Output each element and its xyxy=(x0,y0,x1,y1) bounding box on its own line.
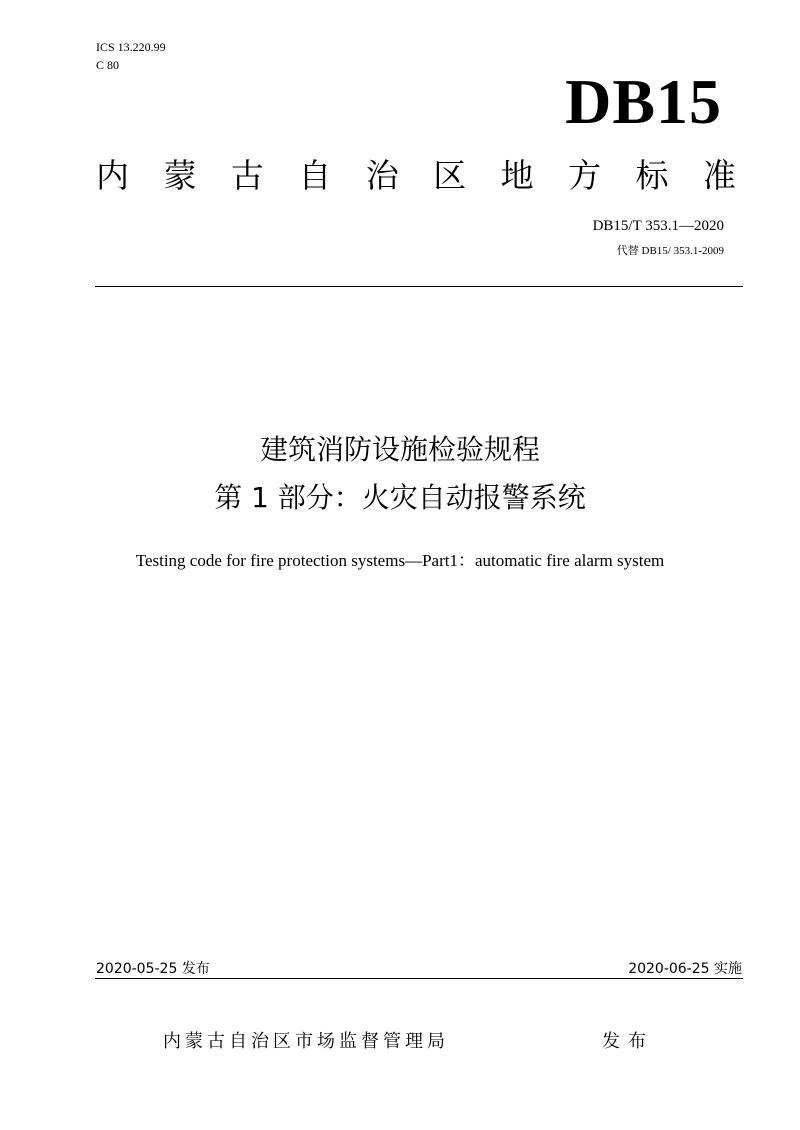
standard-type-char: 蒙 xyxy=(163,156,197,195)
standard-type-char: 自 xyxy=(298,156,332,195)
standard-type-char: 区 xyxy=(433,156,467,195)
document-title: 建筑消防设施检验规程 xyxy=(259,433,540,466)
publisher: 内蒙古自治区市场监督管理局 xyxy=(163,1031,449,1052)
standard-mark: DB15 xyxy=(565,66,722,137)
replaces-note: 代替 DB15/ 353.1-2009 xyxy=(616,245,724,257)
header-divider xyxy=(95,286,743,287)
ccs-code: C 80 xyxy=(96,58,120,72)
standard-type-char: 准 xyxy=(702,156,736,195)
standard-type-char: 方 xyxy=(568,156,602,195)
standard-type-char: 标 xyxy=(635,156,669,195)
document-subtitle: 第 1 部分：火灾自动报警系统 xyxy=(214,481,586,514)
english-title: Testing code for fire protection systems—Part1：automatic fire alarm system xyxy=(135,551,665,570)
ics-code: ICS 13.220.99 xyxy=(96,40,166,54)
standard-type-char: 内 xyxy=(96,156,129,195)
standard-type-title xyxy=(96,156,736,196)
standard-type-char: 治 xyxy=(365,156,399,195)
standard-type-char: 古 xyxy=(230,156,264,195)
publish-label: 发布 xyxy=(602,1031,654,1052)
standard-number: DB15/T 353.1—2020 xyxy=(592,218,724,234)
issue-date: 2020-05-25 发布 xyxy=(96,961,210,977)
implementation-date: 2020-06-25 实施 xyxy=(628,961,742,977)
footer-divider xyxy=(95,978,743,979)
standard-type-char: 地 xyxy=(500,156,534,195)
